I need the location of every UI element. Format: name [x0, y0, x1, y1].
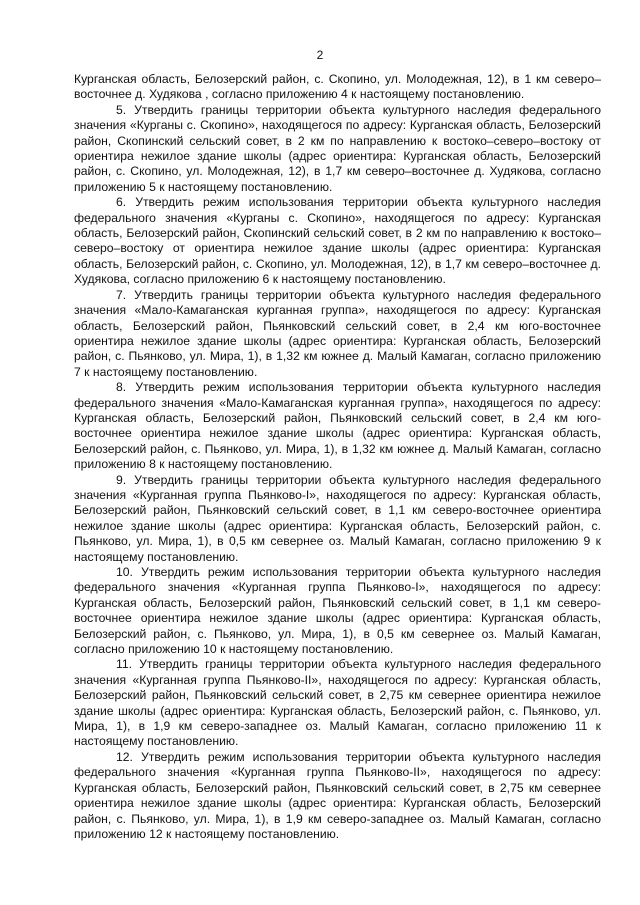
paragraph-item-8: 8. Утвердить режим использования территории объекта культурного наследия федерального значения «Мало-Камаганская курганная группа», находящегося по адресу: Курганская область, Белозерский район, Пьянковский сельский совет, в 2,4 км юго-восточнее ориентира нежилое здание школы (адрес ориентира: Курганская область, Белозерский район, с. Пьянково, ул. Мира, 1), в 1,32 км южнее д. Малый Камаган, согласно приложению 8 к настоящему постановлению.	[74, 380, 601, 472]
paragraph-continuation: Курганская область, Белозерский район, с. Скопино, ул. Молодежная, 12), в 1 км северо–восточнее д. Худякова , согласно приложению 4 к настоящему постановлению.	[74, 72, 601, 102]
page-number: 2	[316, 48, 324, 62]
paragraph-item-5: 5. Утвердить границы территории объекта культурного наследия федерального значения «Курганы с. Скопино», находящегося по адресу: Курганская область, Белозерский район, Скопинский сельский совет, в 2 км по направлению к востоко–северо–востоку от ориентира нежилое здание школы (адрес ориентира: Курганская область, Белозерский район, с. Скопино, ул. Молодежная, 12), в 1,7 км северо–восточнее д. Худякова, согласно приложению 5 к настоящему постановлению.	[74, 102, 601, 194]
paragraph-item-10: 10. Утвердить режим использования территории объекта культурного наследия федерального значения «Курганная группа Пьянково-I», находящегося по адресу: Курганская область, Белозерский район, Пьянковский сельский совет, в 1,1 км северо-восточнее ориентира нежилое здание школы (адрес ориентира: Курганская область, Белозерский район, с. Пьянково, ул. Мира, 1), в 0,5 км севернее оз. Малый Камаган, согласно приложению 10 к настоящему постановлению.	[74, 565, 601, 657]
document-body	[74, 72, 601, 842]
paragraph-item-12: 12. Утвердить режим использования территории объекта культурного наследия федерального значения «Курганная группа Пьянково-II», находящегося по адресу: Курганская область, Белозерский район, Пьянковский сельский совет, в 2,75 км севернее ориентира нежилое здание школы (адрес ориентира: Курганская область, Белозерский район, с. Пьянково, ул. Мира, 1), в 1,9 км северо-западнее оз. Малый Камаган, согласно приложению 12 к настоящему постановлению.	[74, 749, 601, 841]
paragraph-item-11: 11. Утвердить границы территории объекта культурного наследия федерального значения «Курганная группа Пьянково-II», находящегося по адресу: Курганская область, Белозерский район, Пьянковский сельский совет, в 2,75 км севернее ориентира нежилое здание школы (адрес ориентира: Курганская область, Белозерский район, с. Пьянково, ул. Мира, 1), в 1,9 км северо-западнее оз. Малый Камаган, согласно приложению 11 к настоящему постановлению.	[74, 657, 601, 749]
paragraph-item-6: 6. Утвердить режим использования территории объекта культурного наследия федерального значения «Курганы с. Скопино», находящегося по адресу: Курганская область, Белозерский район, Скопинский сельский совет, в 2 км по направлению к востоко–северо–востоку от ориентира нежилое здание школы (адрес ориентира: Курганская область, Белозерский район, с. Скопино, ул. Молодежная, 12), в 1,7 км северо–восточнее д. Худякова, согласно приложению 6 к настоящему постановлению.	[74, 195, 601, 287]
paragraph-item-7: 7. Утвердить границы территории объекта культурного наследия федерального значения «Мало-Камаганская курганная группа», находящегося по адресу: Курганская область, Белозерский район, Пьянковский сельский совет, в 2,4 км юго-восточнее ориентира нежилое здание школы (адрес ориентира: Курганская область, Белозерский район, с. Пьянково, ул. Мира, 1), в 1,32 км южнее д. Малый Камаган, согласно приложению 7 к настоящему постановлению.	[74, 287, 601, 379]
paragraph-item-9: 9. Утвердить границы территории объекта культурного наследия федерального значения «Курганная группа Пьянково-I», находящегося по адресу: Курганская область, Белозерский район, Пьянковский сельский совет, в 1,1 км северо-восточнее ориентира нежилое здание школы (адрес ориентира: Курганская область, Белозерский район, с. Пьянково, ул. Мира, 1), в 0,5 км севернее оз. Малый Камаган, согласно приложению 9 к настоящему постановлению.	[74, 472, 601, 564]
